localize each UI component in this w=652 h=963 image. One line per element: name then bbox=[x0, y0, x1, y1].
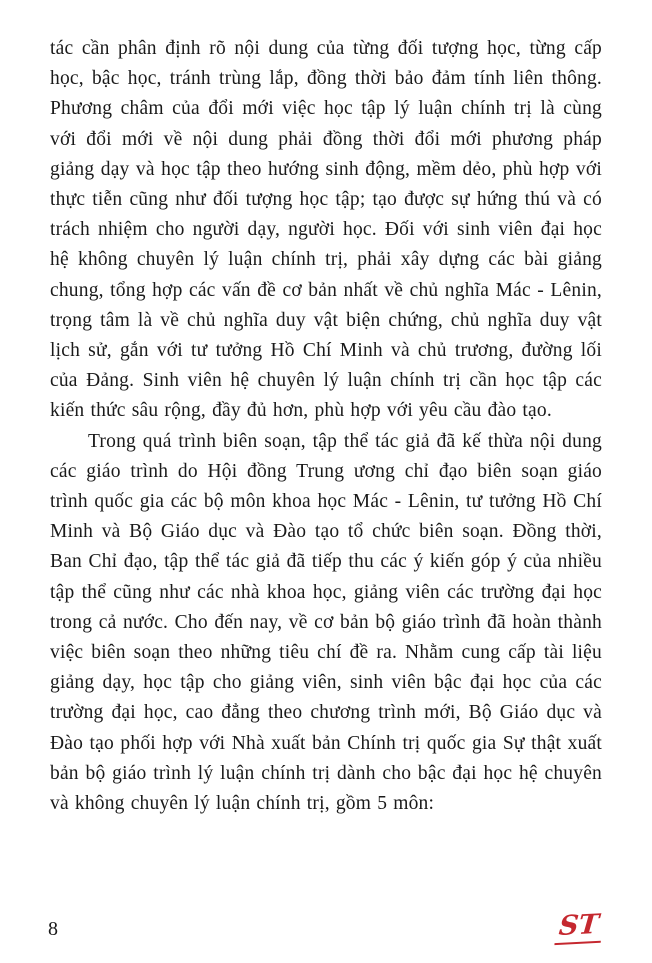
page-number: 8 bbox=[48, 918, 58, 940]
page-body bbox=[50, 34, 602, 819]
paragraph: tác cần phân định rõ nội dung của từng đối tượng học, từng cấp học, bậc học, tránh trùng lắp, đồng thời bảo đảm tính liên thông. Phương châm của đổi mới việc học tập lý luận chính trị là cùng với đổi mới về nội dung phải đồng thời đổi mới phương pháp giảng dạy và học tập theo hướng sinh động, mềm dẻo, phù hợp với thực tiễn cũng như đối tượng học tập; tạo được sự hứng thú và có trách nhiệm cho người dạy, người học. Đối với sinh viên đại học hệ không chuyên lý luận chính trị, phải xây dựng các bài giảng chung, tổng hợp các vấn đề cơ bản nhất về chủ nghĩa Mác - Lênin, trọng tâm là về chủ nghĩa duy vật biện chứng, chủ nghĩa duy vật lịch sử, gắn với tư tưởng Hồ Chí Minh và chủ trương, đường lối của Đảng. Sinh viên hệ chuyên lý luận chính trị cần học tập các kiến thức sâu rộng, đầy đủ hơn, phù hợp với yêu cầu đào tạo. bbox=[50, 38, 602, 422]
paragraph: Trong quá trình biên soạn, tập thể tác giả đã kế thừa nội dung các giáo trình do Hội đồng Trung ương chỉ đạo biên soạn giáo trình quốc gia các bộ môn khoa học Mác - Lênin, tư tưởng Hồ Chí Minh và Bộ Giáo dục và Đào tạo tổ chức biên soạn. Đồng thời, Ban Chỉ đạo, tập thể tác giả đã tiếp thu các ý kiến góp ý của nhiều tập thể cũng như các nhà khoa học, giảng viên các trường đại học trong cả nước. Cho đến nay, về cơ bản bộ giáo trình đã hoàn thành việc biên soạn theo những tiêu chí đề ra. Nhằm cung cấp tài liệu giảng dạy, học tập cho giảng viên, sinh viên bậc đại học của các trường đại học, cao đẳng theo chương trình mới, Bộ Giáo dục và Đào tạo phối hợp với Nhà xuất bản Chính trị quốc gia Sự thật xuất bản bộ giáo trình lý luận chính trị dành cho bậc đại học hệ chuyên và không chuyên lý luận chính trị, gồm 5 môn: bbox=[50, 430, 602, 815]
publisher-logo-icon bbox=[556, 908, 608, 949]
publisher-logo-text: ST bbox=[554, 910, 603, 945]
